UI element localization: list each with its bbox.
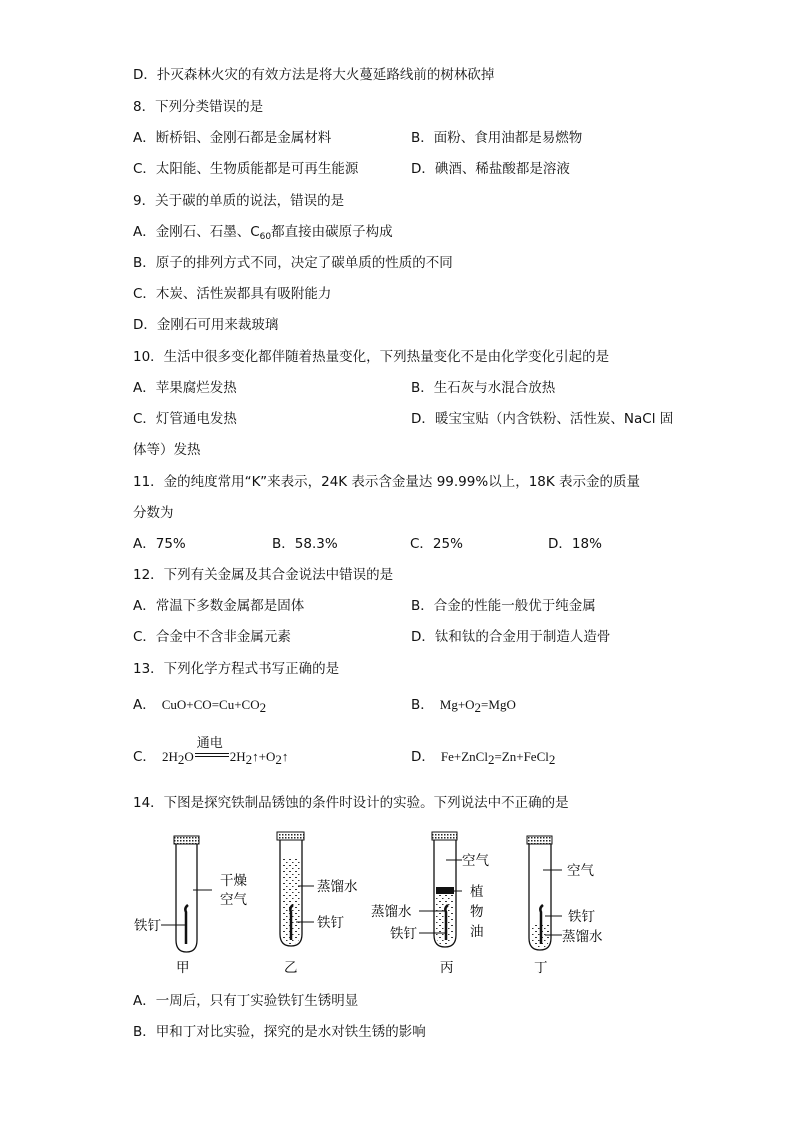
q13-option-c: C． 2H2O 通电 2H2↑+O2↑ — [133, 736, 289, 767]
q8-option-b: B．面粉、食用油都是易燃物 — [411, 130, 583, 146]
ding-water-label: 蒸馏水 — [562, 929, 603, 945]
jia-air-label-2: 空气 — [220, 892, 247, 908]
bing-oil-label-2: 物 — [470, 904, 484, 920]
yi-name: 乙 — [284, 960, 298, 976]
q9-option-a: A．金刚石、石墨、$C_{60}$都直接由碳原子构成 — [133, 224, 393, 242]
ding-name: 丁 — [534, 960, 548, 976]
yi-water-label: 蒸馏水 — [317, 879, 358, 895]
q12-option-d: D．钛和钛的合金用于制造人造骨 — [411, 629, 611, 645]
bing-water-label: 蒸馏水 — [371, 904, 412, 920]
q13-option-a: A． CuO+CO=Cu+CO2 — [133, 697, 267, 715]
bing-name: 丙 — [440, 960, 454, 976]
q13-option-d: D． Fe+ZnCl2=Zn+FeCl2 — [411, 749, 556, 767]
q11-option-b: B．58.3% — [272, 536, 338, 552]
jia-name: 甲 — [176, 960, 190, 976]
q8-stem: 8．下列分类错误的是 — [133, 99, 264, 115]
jia-nail-label: 铁钉 — [134, 918, 161, 934]
q14-option-b: B．甲和丁对比实验，探究的是水对铁生锈的影响 — [133, 1024, 426, 1040]
ding-air-label: 空气 — [567, 863, 594, 879]
q12-stem: 12．下列有关金属及其合金说法中错误的是 — [133, 567, 394, 583]
bing-air-label: 空气 — [462, 853, 489, 869]
q11-stem-continued: 分数为 — [133, 505, 174, 521]
test-tube-yi — [277, 832, 314, 946]
ding-nail-label: 铁钉 — [568, 909, 595, 925]
q9-option-d: D．金刚石可用来裁玻璃 — [133, 317, 279, 333]
yi-nail-label: 铁钉 — [317, 915, 344, 931]
q8-option-a: A．断桥铝、金刚石都是金属材料 — [133, 130, 332, 146]
q13-option-b: B． Mg+O2=MgO — [411, 697, 516, 715]
q10-option-c: C．灯管通电发热 — [133, 411, 237, 427]
q11-option-a: A．75% — [133, 536, 186, 552]
q11-stem: 11．金的纯度常用“K”来表示，24K 表示含金量达 99.99%以上，18K 表示金的质量 — [133, 474, 641, 490]
q7-option-d: D．扑灭森林火灾的有效方法是将大火蔓延路线前的树林砍掉 — [133, 67, 495, 83]
q8-option-c: C．太阳能、生物质能都是可再生能源 — [133, 161, 359, 177]
q8-option-d: D．碘酒、稀盐酸都是溶液 — [411, 161, 570, 177]
q12-option-a: A．常温下多数金属都是固体 — [133, 598, 305, 614]
q14-option-a: A．一周后，只有丁实验铁钉生锈明显 — [133, 993, 359, 1009]
q14-stem: 14．下图是探究铁制品锈蚀的条件时设计的实验。下列说法中不正确的是 — [133, 795, 569, 811]
q9-stem: 9．关于碳的单质的说法，错误的是 — [133, 193, 345, 209]
q9-option-b: B．原子的排列方式不同，决定了碳单质的性质的不同 — [133, 255, 453, 271]
test-tube-bing — [419, 832, 462, 947]
q9-option-c: C．木炭、活性炭都具有吸附能力 — [133, 286, 332, 302]
q10-option-b: B．生石灰与水混合放热 — [411, 380, 556, 396]
q11-option-c: C．25% — [410, 536, 463, 552]
q12-option-c: C．合金中不含非金属元素 — [133, 629, 291, 645]
q13-stem: 13．下列化学方程式书写正确的是 — [133, 661, 340, 677]
test-tube-jia — [161, 836, 212, 952]
q10-option-d: D．暖宝宝贴（内含铁粉、活性炭、NaCl 固 — [411, 411, 674, 427]
jia-air-label-1: 干燥 — [220, 873, 247, 889]
q10-stem: 10．生活中很多变化都伴随着热量变化，下列热量变化不是由化学变化引起的是 — [133, 349, 610, 365]
bing-nail-label: 铁钉 — [390, 926, 417, 942]
test-tube-ding — [527, 836, 562, 950]
bing-oil-label-1: 植 — [470, 884, 484, 900]
q10-option-a: A．苹果腐烂发热 — [133, 380, 237, 396]
q12-option-b: B．合金的性能一般优于纯金属 — [411, 598, 596, 614]
bing-oil-label-3: 油 — [470, 924, 484, 940]
q10-option-d-continued: 体等）发热 — [133, 442, 201, 458]
q11-option-d: D．18% — [548, 536, 602, 552]
electrolysis-condition: 通电 — [194, 748, 230, 766]
